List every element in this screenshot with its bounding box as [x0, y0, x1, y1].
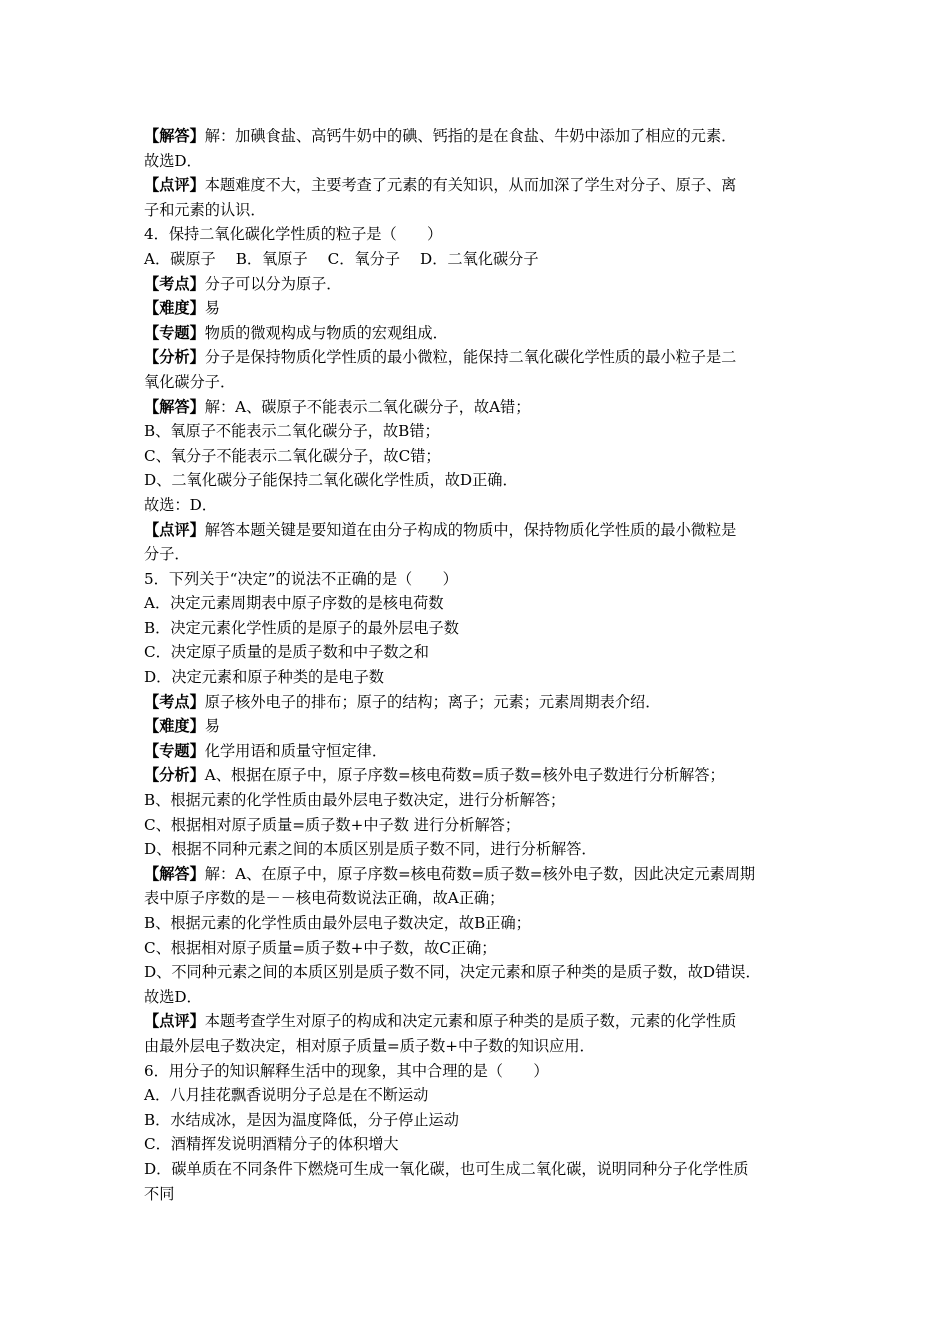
- text-line: [144, 714, 814, 739]
- text-line: [144, 198, 814, 223]
- text-line: [144, 813, 814, 838]
- line-text: C、根据相对原子质量=质子数+中子数，故C正确；: [144, 938, 497, 957]
- text-line: [144, 788, 814, 813]
- line-text: B、氧原子不能表示二氧化碳分子，故B错；: [144, 422, 440, 441]
- section-tag: 【分析】: [144, 348, 205, 367]
- question-5-option: [144, 616, 814, 641]
- section-tag: 【点评】: [144, 520, 205, 539]
- line-text: A．决定元素周期表中原子序数的是核电荷数: [144, 594, 444, 613]
- line-text: 易: [204, 299, 220, 318]
- text-line: [144, 321, 814, 346]
- text-line: [144, 149, 814, 174]
- text-line: [144, 862, 814, 887]
- question-5-option: [144, 591, 814, 616]
- section-tag: 【难度】: [144, 717, 205, 736]
- text-line: [144, 419, 814, 444]
- question-6-option: [144, 1083, 814, 1108]
- line-text: D．碳单质在不同条件下燃烧可生成一氧化碳，也可生成二氧化碳，说明同种分子化学性质: [144, 1159, 749, 1178]
- line-text: 化学用语和质量守恒定律．: [204, 741, 387, 760]
- line-text: C、根据相对原子质量=质子数+中子数 进行分析解答；: [144, 815, 521, 834]
- section-tag: 【解答】: [144, 127, 205, 145]
- document-body: [144, 124, 814, 1206]
- question-6-option: [144, 1132, 814, 1157]
- line-text: 分子可以分为原子．: [204, 274, 342, 293]
- line-text: B．水结成冰，是因为温度降低，分子停止运动: [144, 1110, 459, 1129]
- text-line: [144, 395, 814, 420]
- section-tag: 【专题】: [144, 323, 205, 342]
- text-line: [144, 960, 814, 985]
- question-5-option: [144, 665, 814, 690]
- line-text: B、根据元素的化学性质由最外层电子数决定，故B正确；: [144, 914, 531, 932]
- question-5-stem: [144, 567, 814, 592]
- line-text: C、氧分子不能表示二氧化碳分子，故C错；: [144, 446, 441, 465]
- text-line: [144, 837, 814, 862]
- line-text: C．酒精挥发说明酒精分子的体积增大: [144, 1135, 399, 1154]
- section-tag: 【专题】: [144, 741, 205, 760]
- line-text: A．八月挂花飘香说明分子总是在不断运动: [144, 1086, 429, 1105]
- text-line: [144, 124, 814, 149]
- line-text: 氧化碳分子．: [144, 372, 236, 391]
- line-text: 由最外层电子数决定，相对原子质量=质子数+中子数的知识应用．: [144, 1036, 595, 1055]
- text-line: [144, 911, 814, 936]
- section-tag: 【难度】: [144, 299, 205, 318]
- text-line: [144, 1182, 814, 1207]
- text-line: [144, 296, 814, 321]
- section-tag: 【分析】: [144, 766, 205, 785]
- text-line: [144, 1034, 814, 1059]
- question-6-option: [144, 1157, 814, 1182]
- text-line: [144, 936, 814, 961]
- question-4-options: [144, 247, 814, 272]
- text-line: [144, 518, 814, 543]
- text-line: [144, 542, 814, 567]
- line-text: 解：A、碳原子不能表示二氧化碳分子，故A错；: [204, 397, 531, 416]
- section-tag: 【点评】: [144, 176, 205, 195]
- line-text: 表中原子序数的是－－核电荷数说法正确，故A正确；: [144, 889, 505, 908]
- line-text: 故选D．: [144, 987, 202, 1006]
- line-text: 6．用分子的知识解释生活中的现象，其中合理的是（ ）: [144, 1061, 549, 1080]
- line-text: C．决定原子质量的是质子数和中子数之和: [144, 643, 429, 662]
- text-line: [144, 690, 814, 715]
- text-line: [144, 763, 814, 788]
- text-line: [144, 468, 814, 493]
- line-text: D．决定元素和原子种类的是电子数: [144, 668, 384, 687]
- question-4-stem: [144, 222, 814, 247]
- line-text: A、根据在原子中，原子序数=核电荷数=质子数=核外电子数进行分析解答；: [204, 766, 725, 785]
- text-line: [144, 886, 814, 911]
- section-tag: 【解答】: [144, 864, 205, 883]
- line-text: 故选：D．: [144, 495, 217, 514]
- text-line: [144, 272, 814, 297]
- question-6-stem: [144, 1059, 814, 1084]
- line-text: B、根据元素的化学性质由最外层电子数决定，进行分析解答；: [144, 791, 566, 810]
- text-line: [144, 370, 814, 395]
- question-5-option: [144, 640, 814, 665]
- line-text: 不同: [144, 1184, 175, 1203]
- line-text: 5．下列关于“决定”的说法不正确的是（ ）: [144, 569, 458, 588]
- text-line: [144, 173, 814, 198]
- line-text: 本题难度不大，主要考查了元素的有关知识，从而加深了学生对分子、原子、离: [204, 176, 737, 195]
- text-line: [144, 493, 814, 518]
- line-text: 本题考查学生对原子的构成和决定元素和原子种类的是质子数，元素的化学性质: [204, 1012, 737, 1031]
- line-text: D、不同种元素之间的本质区别是质子数不同，决定元素和原子种类的是质子数，故D错误．: [144, 963, 761, 982]
- text-line: [144, 1009, 814, 1034]
- line-text: 原子核外电子的排布；原子的结构；离子；元素；元素周期表介绍．: [204, 692, 661, 711]
- text-line: [144, 739, 814, 764]
- line-text: A．碳原子 B．氧原子 C．氧分子 D．二氧化碳分子: [144, 249, 539, 268]
- line-text: 解：加碘食盐、高钙牛奶中的碘、钙指的是在食盐、牛奶中添加了相应的元素．: [204, 127, 737, 145]
- line-text: D、二氧化碳分子能保持二氧化碳化学性质，故D正确．: [144, 471, 518, 490]
- line-text: 故选D．: [144, 151, 202, 170]
- line-text: 分子．: [144, 545, 190, 564]
- line-text: 物质的微观构成与物质的宏观组成．: [204, 323, 448, 342]
- text-line: [144, 444, 814, 469]
- text-line: [144, 345, 814, 370]
- line-text: D、根据不同种元素之间的本质区别是质子数不同，进行分析解答．: [144, 840, 597, 859]
- line-text: 子和元素的认识．: [144, 200, 266, 219]
- section-tag: 【考点】: [144, 692, 205, 711]
- section-tag: 【点评】: [144, 1012, 205, 1031]
- text-line: [144, 985, 814, 1010]
- section-tag: 【考点】: [144, 274, 205, 293]
- question-6-option: [144, 1108, 814, 1133]
- line-text: 易: [204, 717, 220, 736]
- line-text: 解答本题关键是要知道在由分子构成的物质中，保持物质化学性质的最小微粒是: [204, 520, 737, 539]
- line-text: 4．保持二氧化碳化学性质的粒子是（ ）: [144, 225, 443, 244]
- line-text: 解：A、在原子中，原子序数=核电荷数=质子数=核外电子数，因此决定元素周期: [204, 864, 756, 883]
- section-tag: 【解答】: [144, 397, 205, 416]
- line-text: B．决定元素化学性质的是原子的最外层电子数: [144, 618, 459, 637]
- line-text: 分子是保持物质化学性质的最小微粒，能保持二氧化碳化学性质的最小粒子是二: [204, 348, 737, 367]
